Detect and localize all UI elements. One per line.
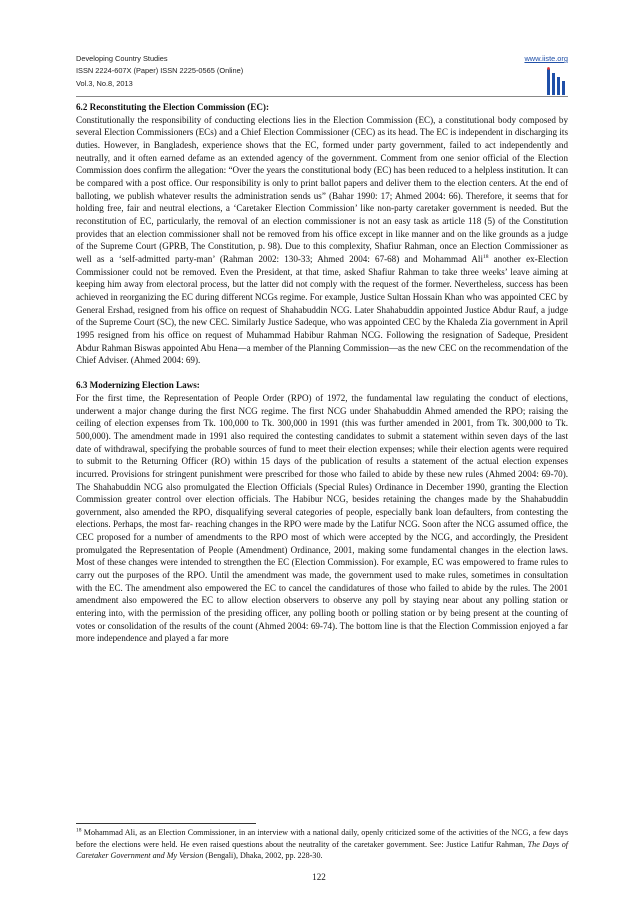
iiste-logo-icon — [544, 67, 568, 97]
footnote-text: Mohammad Ali, as an Election Commissioner, in an interview with a national daily, openly criticized some of the activities of the NCG, a few days before the elections were held. He even raised questions about the neutrality of the caretaker government. See: Justice Latifur Rahman, — [76, 828, 568, 849]
journal-volume: Vol.3, No.8, 2013 — [76, 78, 133, 88]
journal-url-link[interactable]: www.iiste.org — [524, 54, 568, 63]
page-number: 122 — [312, 872, 326, 882]
section-title: 6.2 Reconstituting the Election Commission (EC): — [76, 102, 269, 112]
footnote-divider — [76, 823, 256, 824]
journal-issn: ISSN 2224-607X (Paper) ISSN 2225-0565 (Online) — [76, 66, 244, 76]
footnote — [76, 827, 568, 862]
footnote-book-title: The Days of Caretaker Government and My Version — [76, 839, 569, 861]
footnote-mark: 18 — [76, 827, 82, 834]
header-divider — [76, 96, 568, 97]
section-title: 6.3 Modernizing Election Laws: — [76, 380, 200, 391]
article-body — [76, 101, 568, 645]
section-paragraph: For the first time, the Representation of People Order (RPO) of 1972, the fundamental law regulating the conduct of elections, underwent a major change during the first NCG regime. The first NCG under Shahabuddin Ahmed amended the RPO; raising the ceiling of election expenses from Tk. 100,000 to Tk. 300,000 in 1991 (this was further amended in 2001, from Tk. 300,000 to Tk. 500,000). The amendment made in 1991 also required the contesting candidates to submit a statement within seven days of the last date of withdrawal, specifying the probable sources of fund to meet their election expenses; while their election agents were required to submit to the Returning Officer (RO) within 15 days of the publication of results a statement of the actual election expenses incurred. Provisions for stringent punishment were prescribed for those who failed to abide by these new rules (Ahmed 2004: 69-70). The Shahabuddin NCG also promulgated the Election Officials (Special Rules) Ordinance in December 1990, granting the Election Commission greater control over election officials. The Habibur NCG, besides retaining the changes made by the Shahabuddin government, also amended the RPO, disqualifying several categories of people, especially bank loan defaulters, from contesting the elections. Perhaps, the most far- reaching changes in the RPO were made by the Latifur NCG. Soon after the NCG assumed office, the CEC proposed for a number of amendments to the RPO most of which were accepted by the NCG, and accordingly, the President promulgated the Representation of People (Amendment) Ordinance, 2001, making some fundamental changes in the election laws. Most of these changes were intended to strengthen the EC (Election Commission). For example, EC was empowered to frame rules to carry out the purposes of the RPO. Until the amendment was made, the government used to make rules, sometimes in consultation with the EC. The amendment also empowered the EC to cancel the candidatures of those who failed to abide by the rules. The 2001 amendment also empowered the EC to allow election observers to observe any poll by staying near about any polling station or entering into, with the permission of the presiding officer, any polling booth or polling station or by being present at the counting of votes or consolidation of the results of the count (Ahmed 2004: 69-74). The bottom line is that the Election Commission enjoyed a far more independence and played a far more — [76, 392, 568, 644]
journal-name: Developing Country Studies — [76, 54, 168, 63]
section-paragraph — [76, 114, 568, 367]
footnote-reference[interactable]: 18 — [482, 253, 489, 260]
footnote-text: (Bengali), Dhaka, 2002, pp. 228-30. — [203, 851, 323, 861]
paragraph-text: another ex-Election Commissioner could not be removed. Even the President, at that time, asked Shafiur Rahman to take three weeks’ leave aiming at keeping him away from electoral process, but the latter did not comply with the request of the former. Nevertheless, success has been achieved in reorganizing the EC during different NCGs regime. For example, Justice Sultan Hossain Khan who was appointed CEC by General Ershad, resigned from his office on request of Shahabuddin NCG. Later Shahabuddin appointed Justice Abdur Rauf, a judge of the Supreme Court (SC), the new CEC. Similarly Justice Sadeque, who was appointed CEC by the Khaleda Zia government in April 1995 resigned from his office on request of Muhammad Habibur Rahman NCG. Following the resignation of Sadeque, President Abdur Rahman Biswas appointed Abu Hena—a member of the Planning Commission—as the new CEC on the recommendation of the Chief Adviser. (Ahmed 2004: 69). — [76, 253, 568, 366]
paragraph-text: Constitutionally the responsibility of conducting elections lies in the Election Commission (EC), a constitutional body composed by several Election Commissioners (ECs) and a Chief Election Commissioner (CEC) as its head. The EC is independent in discharging its duties. However, in Bangladesh, experience shows that the EC, formed under party government, failed to act independently and neutrally, and it often earned defame as an extended agency of the government. Comment from one senior official of the Election Commission does confirm the allegation: “Over the years the constitutional body (EC) has been reduced to a helpless institution. It can be compared with a post office. Our responsibility is only to print ballot papers and deliver them to the election centers. At the end of balloting, we publish whatever results the administration sends us” (Bahar 1990: 17; Ahmed 2004: 66). Therefore, it seems that for holding free, fair and neutral elections, a ‘Caretaker Election Commission’ like non-party caretaker government is needed. But the reconstitution of EC, particularly, the removal of an election commissioner is not an easy task as article 118 (5) of the Constitution provides that an election commissioner shall not be removed from his office except in like manner and on the like grounds as a judge of the Supreme Court (GPRB, The Constitution, p. 98). Due to this complexity, Shafiur Rahman, once an Election Commissioner as well as a ‘self-admitted party-man’ (Rahman 2002: 130-33; Ahmed 2004: 67-68) and Mohammad Ali — [76, 114, 568, 264]
